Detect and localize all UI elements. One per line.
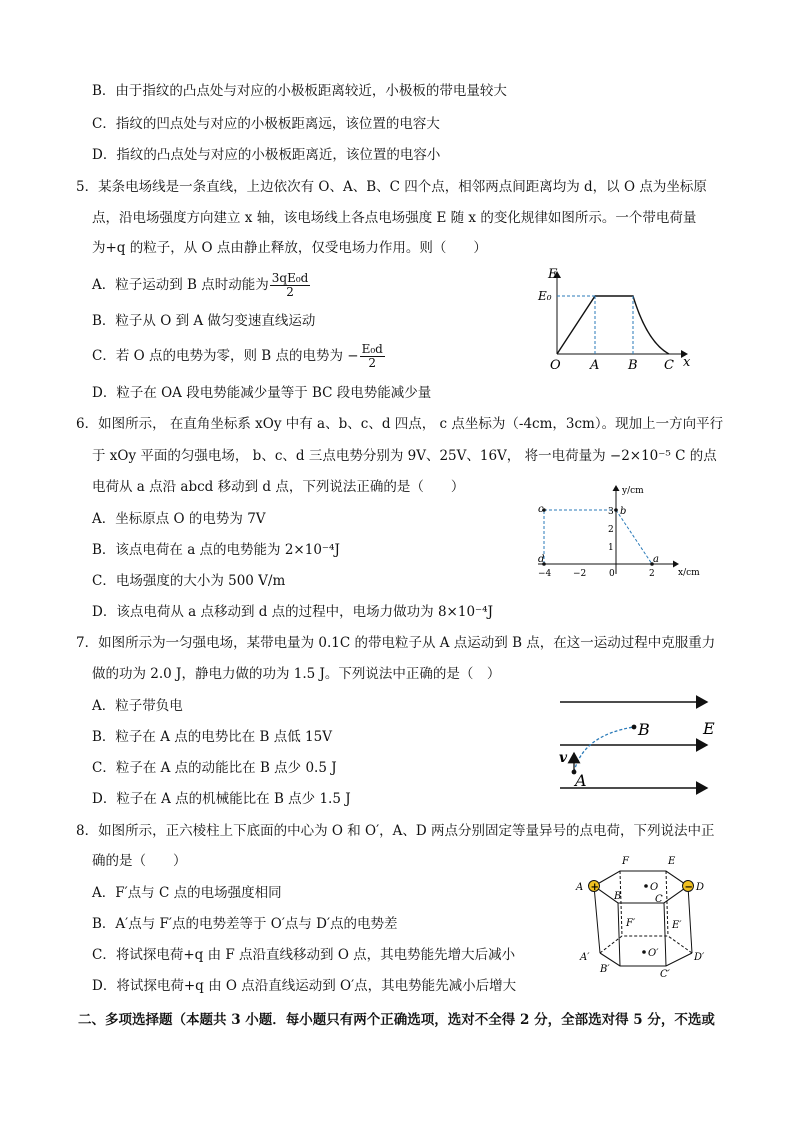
q7-option-c: C．粒子在 A 点的动能比在 B 点少 0.5 J (92, 760, 337, 776)
q7-option-b: B．粒子在 A 点的电势比在 B 点低 15V (92, 729, 332, 745)
q8-hexagonal-prism-figure (570, 848, 720, 980)
edge-c (664, 903, 666, 966)
a-label: A (575, 771, 587, 790)
e-label: E (703, 719, 715, 738)
x-axis-label: x/cm (678, 568, 700, 578)
q5-stem-line2: 点，沿电场强度方向建立 x 轴，该电场线上各点电场强度 E 随 x 的变化规律如图所示。一个带电荷量 (92, 210, 697, 226)
label-a: A (576, 882, 584, 893)
bottom-face-front (600, 953, 692, 966)
q7-stem-line1: 7．如图所示为一匀强电场，某带电量为 0.1C 的带电粒子从 A 点运动到 B 点，在这一运动过程中克服重力 (76, 635, 716, 651)
label-e: E (668, 856, 676, 867)
v-label: v (559, 750, 568, 766)
fraction-denominator: 2 (286, 285, 294, 299)
bottom-face-back (600, 936, 692, 953)
q4-option-d: D．指纹的凸点处与对应的小极板距离近，该位置的电容小 (92, 147, 441, 163)
q4-option-c: C．指纹的凹点处与对应的小极板距离远，该位置的电容大 (92, 116, 440, 132)
label-f-prime: F′ (626, 918, 636, 929)
point-b (614, 508, 618, 512)
b-label: B (638, 720, 650, 739)
q8-stem-line1: 8．如图所示，正六棱柱上下底面的中心为 O 和 O′，A、D 两点分别固定等量异号的点电荷，下列说法中正 (76, 823, 715, 839)
q8-option-a: A．F′点与 C 点的电场强度相同 (92, 885, 282, 901)
q7-option-d: D．粒子在 A 点的机械能比在 B 点少 1.5 J (92, 791, 351, 807)
a-label: A (590, 358, 600, 373)
tick-3: 3 (608, 507, 614, 517)
label-a-prime: A′ (580, 952, 590, 963)
q7-uniform-field-figure (555, 690, 725, 802)
q7-option-a: A．粒子带负电 (92, 698, 183, 714)
q6-stem-line2: 于 xOy 平面的匀强电场， b、c、d 三点电势分别为 9V、25V、16V， 将一电荷量为 −2×10⁻⁵ C 的点 (92, 448, 717, 464)
fraction-numerator: E₀d (361, 342, 383, 356)
fraction-numerator: 3qE₀d (271, 271, 309, 285)
tick-minus2: −2 (573, 569, 587, 579)
q8-option-c: C．将试探电荷+q 由 F 点沿直线移动到 O 点，其电势能先增大后减小 (92, 947, 516, 963)
q6-option-b: B．该点电荷在 a 点的电势能为 2×10⁻⁴J (92, 542, 340, 558)
q6-option-c: C．电场强度的大小为 500 V/m (92, 573, 286, 589)
tick-2x: 2 (649, 569, 655, 579)
e-label: E (548, 267, 558, 282)
point-b (632, 725, 637, 730)
q5-option-a-fraction (270, 272, 311, 299)
tick-2: 2 (608, 525, 614, 535)
q5-option-d: D．粒子在 OA 段电势能减少量等于 BC 段电势能减少量 (92, 385, 432, 401)
q6-stem-line1: 6．如图所示， 在直角坐标系 xOy 中有 a、b、c、d 四点， c 点坐标为（-4cm，3cm）。现加上一方向平行 (76, 416, 724, 432)
point-o-prime (642, 950, 646, 954)
ba-dashed (616, 510, 652, 564)
d-label: d (538, 554, 545, 565)
q6-option-d: D．该点电荷从 a 点移动到 d 点的过程中，电场力做功为 8×10⁻⁴J (92, 604, 493, 620)
q5-option-c-fraction (360, 343, 385, 370)
edge-a (594, 886, 600, 953)
label-o: O (650, 882, 659, 893)
tick-0: 0 (609, 569, 615, 579)
section-2-heading: 二、多项选择题（本题共 3 小题．每小题只有两个正确选项，选对不全得 2 分，全部选对得 5 分，不选或 (78, 1012, 715, 1028)
edge-d (688, 886, 692, 953)
o-label: O (550, 358, 561, 373)
e0-label: E₀ (538, 289, 552, 303)
q6-coordinate-figure (528, 480, 708, 582)
b-label: B (628, 358, 638, 373)
field-curve (557, 296, 669, 354)
q5-option-c-text: C．若 O 点的电势为零，则 B 点的电势为 − (92, 348, 359, 364)
y-axis-label: y/cm (622, 486, 644, 496)
label-d: D (696, 882, 705, 893)
x-label: x (683, 355, 691, 370)
q8-option-b: B．A′点与 F′点的电势差等于 O′点与 D′点的电势差 (92, 916, 398, 932)
tick-minus4: −4 (538, 569, 552, 579)
q6-stem-line3: 电荷从 a 点沿 abcd 移动到 d 点，下列说法正确的是（ ） (92, 479, 465, 495)
c-label: c (538, 504, 544, 515)
label-d-prime: D′ (694, 952, 705, 963)
q5-stem-line1: 5．某条电场线是一条直线，上边依次有 O、A、B、C 四个点，相邻两点间距离均为 d，以 O 点为坐标原 (76, 179, 707, 195)
a-label: a (653, 554, 659, 565)
label-e-prime: E′ (672, 920, 682, 931)
plus-sign: + (590, 882, 599, 893)
q5-option-c (92, 343, 386, 370)
label-b: B (614, 891, 622, 902)
q5-option-a-text: A．粒子运动到 B 点时动能为 (92, 277, 269, 293)
tick-1: 1 (608, 543, 614, 553)
label-c: C (655, 894, 663, 905)
fraction-denominator: 2 (368, 356, 377, 370)
c-label: C (664, 358, 674, 373)
edge-e (666, 871, 668, 936)
q5-stem-line3: 为+q 的粒子，从 O 点由静止释放，仅受电场力作用。则（ ） (92, 240, 487, 256)
q7-stem-line2: 做的功为 2.0 J，静电力做的功为 1.5 J。下列说法中正确的是（ ） (92, 666, 501, 682)
label-b-prime: B′ (600, 964, 610, 975)
point-o (644, 884, 648, 888)
b-label: b (620, 506, 627, 517)
q8-option-d: D．将试探电荷+q 由 O 点沿直线运动到 O′点，其电势能先减小后增大 (92, 978, 517, 994)
q5-e-x-graph (535, 262, 695, 374)
label-o-prime: O′ (648, 948, 659, 959)
label-c-prime: C′ (660, 969, 670, 980)
minus-sign: − (684, 882, 693, 893)
q4-option-b: B．由于指纹的凸点处与对应的小极板距离较近，小极板的带电量较大 (92, 83, 507, 99)
q6-option-a: A．坐标原点 O 的电势为 7V (92, 511, 266, 527)
edge-b (618, 903, 620, 966)
trajectory (574, 727, 634, 772)
q5-option-b: B．粒子从 O 到 A 做匀变速直线运动 (92, 313, 316, 329)
q5-option-a (92, 272, 311, 299)
label-f: F (622, 856, 629, 867)
q8-stem-line2: 确的是（ ） (92, 853, 187, 869)
top-face (594, 871, 688, 903)
